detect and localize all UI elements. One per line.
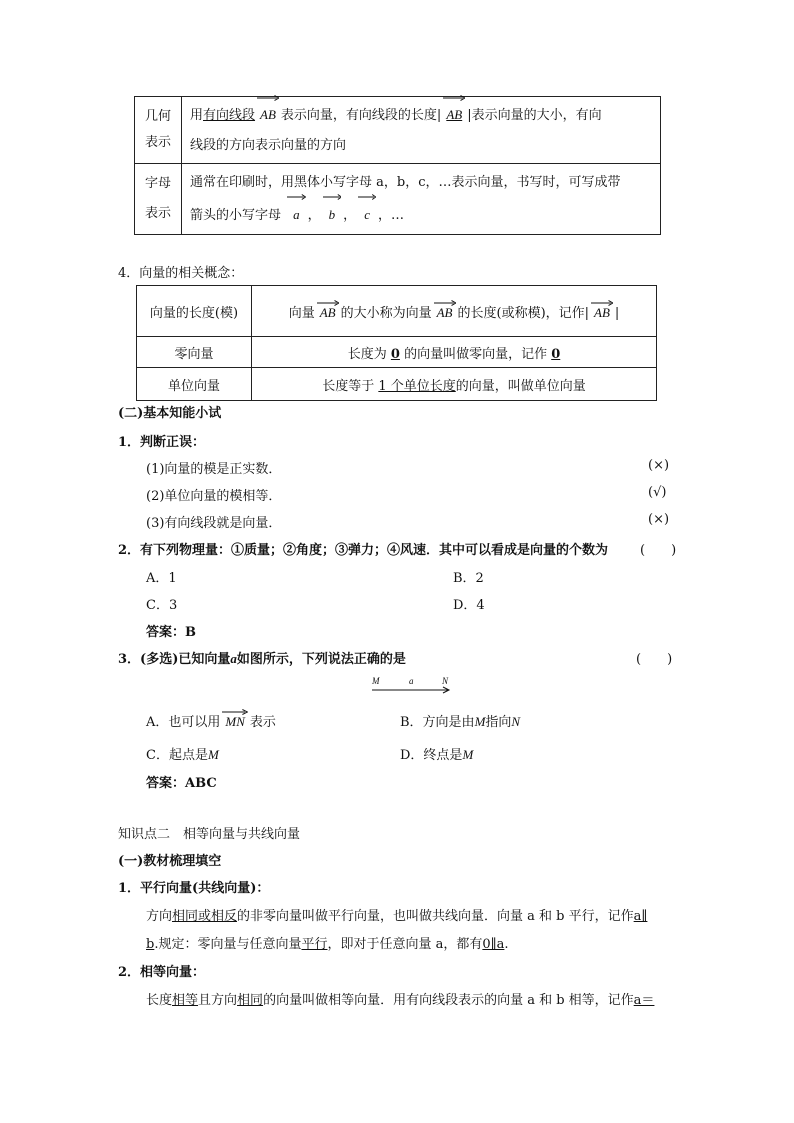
vector-mn: MN (222, 714, 248, 730)
vector-a: a (287, 199, 306, 231)
vector-c: c (358, 199, 376, 231)
q1-item-2: (2)单位向量的模相等． (146, 489, 282, 504)
text-fragment: 的向量，叫做单位向量 (455, 378, 586, 394)
text-fragment: 箭头的小写字母 (190, 207, 282, 223)
text-fragment: C．起点是 (146, 748, 208, 763)
figure-label-m: M (372, 676, 380, 686)
q3-text: 3．(多选)已知向量 (118, 652, 231, 667)
equal-vector-title: 2．相等向量： (118, 965, 206, 980)
geometric-label-cell (135, 97, 182, 164)
parallel-vector-line-1 (146, 905, 647, 924)
underlined-term: 0∥a (482, 937, 505, 952)
text-fragment: 方向 (146, 909, 173, 924)
unit-vector-label: 单位向量 (137, 368, 252, 401)
underlined-term: a＝ (633, 993, 655, 1008)
knowledge-point-2-title: 知识点二 相等向量与共线向量 (118, 827, 301, 842)
text-fragment: D．终点是 (400, 748, 463, 763)
vector-ab: AB (257, 100, 279, 130)
vector-ab-abs: AB (443, 100, 465, 130)
text-fragment: .规定：零向量与任意向量 (154, 937, 302, 952)
underlined-term: 有向线段 (203, 107, 256, 123)
point-n: N (511, 714, 521, 729)
q1-answer-2: (√) (648, 485, 667, 500)
separator: ， (343, 207, 357, 223)
section-4-title: 4．向量的相关概念： (118, 266, 244, 281)
point-m: M (474, 714, 486, 729)
q3-paren: ( ) (636, 652, 673, 667)
underlined-term: 相同或相反 (172, 909, 238, 924)
point-m: M (462, 747, 474, 762)
figure-label-a: a (409, 676, 414, 686)
q3-option-a (146, 711, 276, 730)
underlined-term: 1 个单位长度 (378, 378, 456, 394)
text-fragment: 通常在印刷时，用黑体小写字母 a，b，c，…表示向量，书写时，可写成带 (190, 174, 621, 190)
underlined-term: 相等 (172, 993, 199, 1008)
length-label: 向量的长度(模) (137, 286, 252, 337)
text-fragment: 指向 (485, 715, 512, 730)
text-fragment: 线段的方向表示向量的方向 (190, 137, 347, 153)
parallel-vector-title: 1．平行向量(共线向量)： (118, 881, 270, 896)
text-fragment: 长度等于 (322, 378, 375, 394)
text-fragment: ，即对于任意向量 a，都有 (327, 937, 483, 952)
figure-label-n: N (442, 676, 449, 686)
text-fragment: . (504, 937, 509, 952)
separator: ， (307, 207, 321, 223)
text-fragment: 的非零向量叫做平行向量，也叫做共线向量．向量 a 和 b 平行，记作 (237, 909, 634, 924)
text-fragment: 的长度(或称模)，记作| (457, 305, 590, 321)
text-fragment: 的向量叫做零向量，记作 (404, 346, 548, 362)
q3-text-end: 如图所示，下列说法正确的是 (236, 652, 406, 667)
underlined-term: 0 (390, 346, 400, 362)
text-fragment: ，… (377, 207, 404, 223)
text-fragment: |表示向量的大小，有向 (467, 107, 602, 123)
letter-label-cell (135, 164, 182, 235)
text-fragment: B．方向是由 (400, 715, 475, 730)
underlined-term: 0 (551, 346, 561, 362)
parallel-vector-line-2 (146, 933, 509, 952)
underlined-term: 平行 (301, 937, 328, 952)
text-fragment: 且方向 (198, 993, 238, 1008)
text-fragment: 向量 (288, 305, 315, 321)
q1-item-1: (1)向量的模是正实数． (146, 462, 282, 477)
q3-answer: 答案：ABC (146, 776, 217, 791)
q2-option-d: D．4 (453, 598, 485, 613)
underlined-term: a∥ (633, 909, 648, 924)
q2-option-a: A．1 (146, 571, 177, 586)
letter-label-1: 字母 (144, 176, 171, 191)
point-m: M (207, 747, 219, 762)
subsection-title-2: (一)教材梳理填空 (118, 854, 222, 869)
equal-vector-line-1 (146, 989, 654, 1008)
q1-answer-1: (×) (648, 458, 670, 473)
text-fragment: 表示 (249, 715, 276, 730)
zero-vector-content (252, 337, 657, 368)
letter-label-2: 表示 (144, 206, 171, 221)
vector-ab: AB (434, 305, 456, 321)
question-3-title (118, 648, 406, 667)
q3-option-c (146, 744, 219, 763)
q2-paren: ( ) (640, 543, 677, 558)
vector-figure (370, 676, 454, 694)
q3-var: a (230, 651, 237, 666)
q1-answer-3: (×) (648, 512, 670, 527)
vector-arrow-icon (370, 686, 454, 694)
q3-option-d (400, 744, 473, 763)
vector-b: b (323, 199, 342, 231)
text-fragment: 长度 (146, 993, 173, 1008)
representation-table (134, 96, 661, 235)
underlined-term: 相同 (237, 993, 264, 1008)
text-fragment: A．也可以用 (146, 715, 221, 730)
q2-option-b: B．2 (453, 571, 484, 586)
geometric-content-cell (182, 97, 661, 164)
length-content (252, 286, 657, 337)
q2-answer: 答案：B (146, 625, 196, 640)
vector-ab: AB (591, 305, 613, 321)
text-fragment: 长度为 (347, 346, 387, 362)
text-fragment: 的向量叫做相等向量．用有向线段表示的向量 a 和 b 相等，记作 (263, 993, 634, 1008)
text-fragment: | (614, 305, 620, 321)
question-1-title: 1．判断正误： (118, 435, 206, 450)
underlined-term: b (146, 937, 155, 952)
text-fragment: 用 (190, 107, 204, 123)
question-2-title (118, 539, 608, 558)
concepts-table (136, 285, 657, 401)
q2-text: 2．有下列物理量：①质量；②角度；③弹力；④风速．其中可以看成是向量的个数为 (118, 543, 609, 558)
unit-vector-content (252, 368, 657, 401)
q2-option-c: C．3 (146, 598, 178, 613)
text-fragment: 表示向量，有向线段的长度| (280, 107, 442, 123)
text-fragment: 的大小称为向量 (340, 305, 432, 321)
q3-option-b (400, 711, 520, 730)
letter-content-cell (182, 164, 661, 235)
zero-vector-label: 零向量 (137, 337, 252, 368)
q1-item-3: (3)有向线段就是向量． (146, 516, 282, 531)
geometric-label-2: 表示 (144, 135, 171, 150)
subsection-title: (二)基本知能小试 (118, 406, 222, 421)
geometric-label-1: 几何 (144, 109, 171, 124)
vector-ab: AB (317, 305, 339, 321)
